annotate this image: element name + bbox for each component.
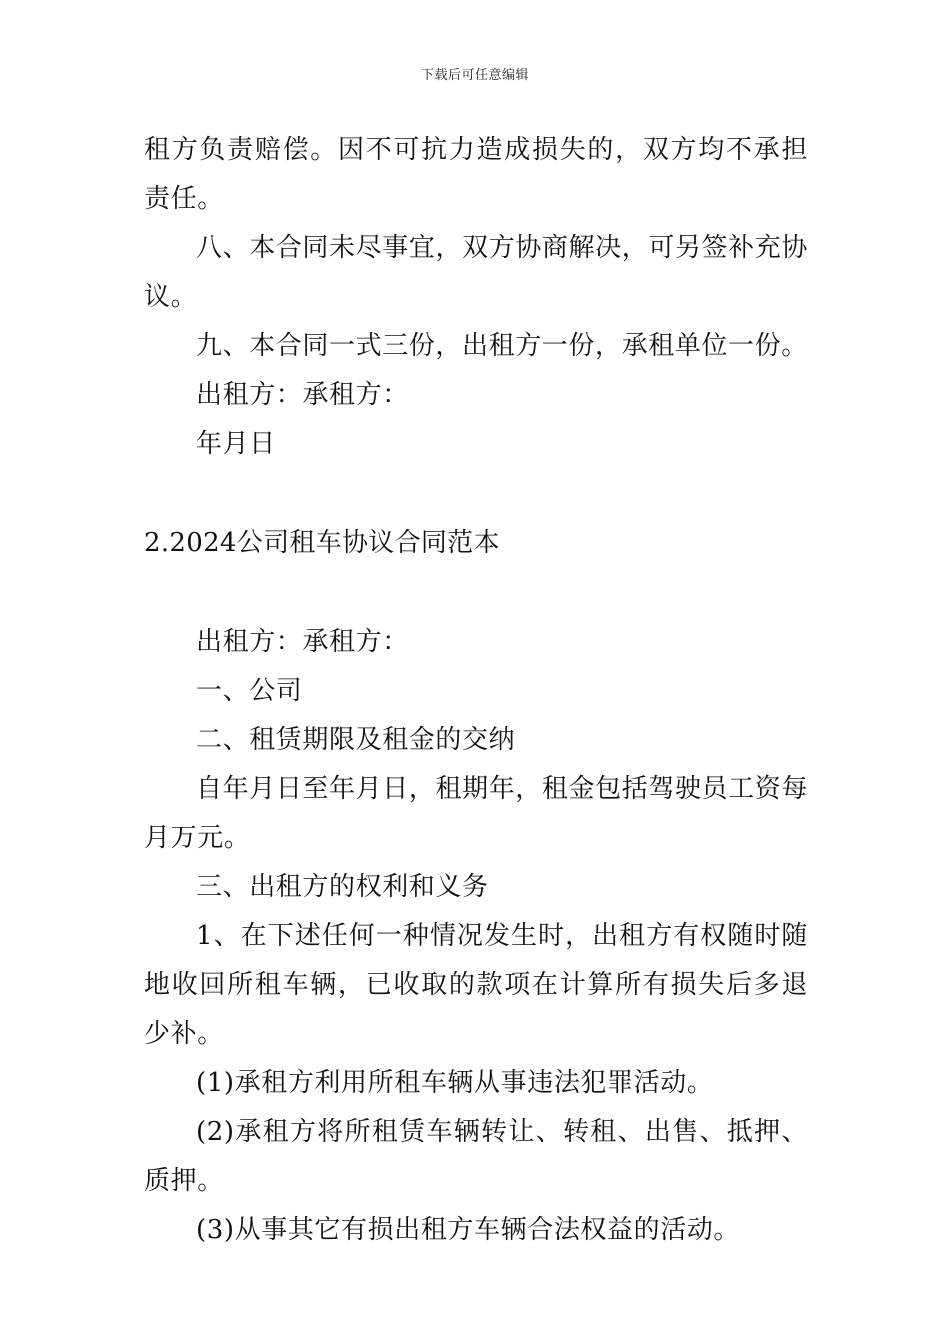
page-header: 下载后可任意编辑: [420, 68, 529, 83]
sub-item-3: (3)从事其它有损出租方车辆合法权益的活动。: [196, 1215, 741, 1245]
sub-item-2: (2)承租方将所租赁车辆转让、转租、出售、抵押、质押。: [144, 1117, 808, 1196]
paragraph-clause-9: 九、本合同一式三份，出租方一份，承租单位一份。: [196, 331, 808, 361]
clause-2-title: 二、租赁期限及租金的交纳: [196, 725, 516, 755]
document-body: [144, 126, 808, 1255]
clause-3-item-1: 1、在下述任何一种情况发生时，出租方有权随时随地收回所租车辆，已收取的款项在计算所有损失后多退少补。: [144, 921, 808, 1049]
clause-2-body: 自年月日至年月日，租期年，租金包括驾驶员工资每月万元。: [144, 774, 808, 853]
paragraph-compensation: 租方负责赔偿。因不可抗力造成损失的，双方均不承担责任。: [144, 135, 808, 214]
sub-item-1: (1)承租方利用所租车辆从事违法犯罪活动。: [196, 1068, 714, 1098]
clause-1-company: 一、公司: [196, 676, 303, 706]
signature-date: 年月日: [196, 429, 276, 459]
spacer: [144, 568, 808, 618]
spacer: [144, 469, 808, 519]
clause-3-title: 三、出租方的权利和义务: [196, 872, 489, 902]
paragraph-clause-8: 八、本合同未尽事宜，双方协商解决，可另签补充协议。: [144, 233, 808, 312]
section-title: 2.2024公司租车协议合同范本: [144, 528, 500, 558]
signature-parties: 出租方：承租方：: [196, 380, 409, 410]
parties-line: 出租方：承租方：: [196, 627, 409, 657]
